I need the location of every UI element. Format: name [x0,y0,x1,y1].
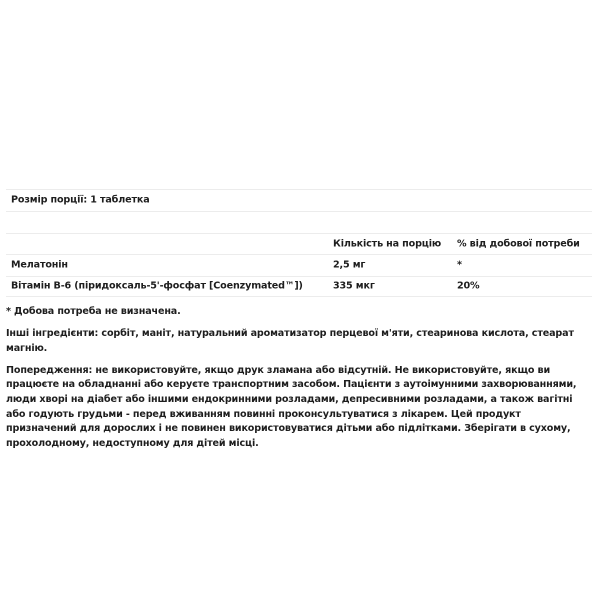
notes-section [6,305,594,451]
divider-spacer [6,211,592,233]
table-row [6,276,592,298]
nutrient-amount: 2,5 мг [333,259,366,271]
supplement-facts-panel [6,189,592,297]
table-row [6,254,592,276]
nutrient-amount: 335 мкг [333,280,375,292]
warning-text: Попередження: не використовуйте, якщо друк зламана або відсутній. Не використовуйте, якщо ви працюєте на обладнанні або керуєте транспортним засобом. Пацієнти з аутоімунними захворюваннями, люди хворі на діабет або іншими ендокринними розладами, депресивними розладами, а також вагітні або годують грудьми - перед вживанням повинні проконсультуватися з лікарем. Цей продукт призначений для дорослих і не повинен використовуватися дітьми або підлітками. Зберігати в сухому, прохолодному, недоступному для дітей місці. [6,364,577,449]
serving-size-row [6,189,592,211]
other-ingredients: Інші інгредієнти: сорбіт, маніт, натуральний ароматизатор перцевої м'яти, стеаринова кислота, стеарат магнію. [6,328,574,354]
header-amount: Кількість на порцію [333,238,442,250]
nutrient-daily-value: * [457,259,462,271]
table-header-row [6,233,592,255]
nutrient-daily-value: 20% [457,280,480,292]
serving-size: Розмір порції: 1 таблетка [11,194,150,206]
nutrient-name: Мелатонін [11,259,68,271]
nutrient-name: Вітамін B-6 (піридоксаль-5'-фосфат [Coenzymated™]) [11,280,303,292]
daily-value-footnote: * Добова потреба не визначена. [6,306,181,317]
header-daily-value: % від добової потреби [457,238,580,250]
